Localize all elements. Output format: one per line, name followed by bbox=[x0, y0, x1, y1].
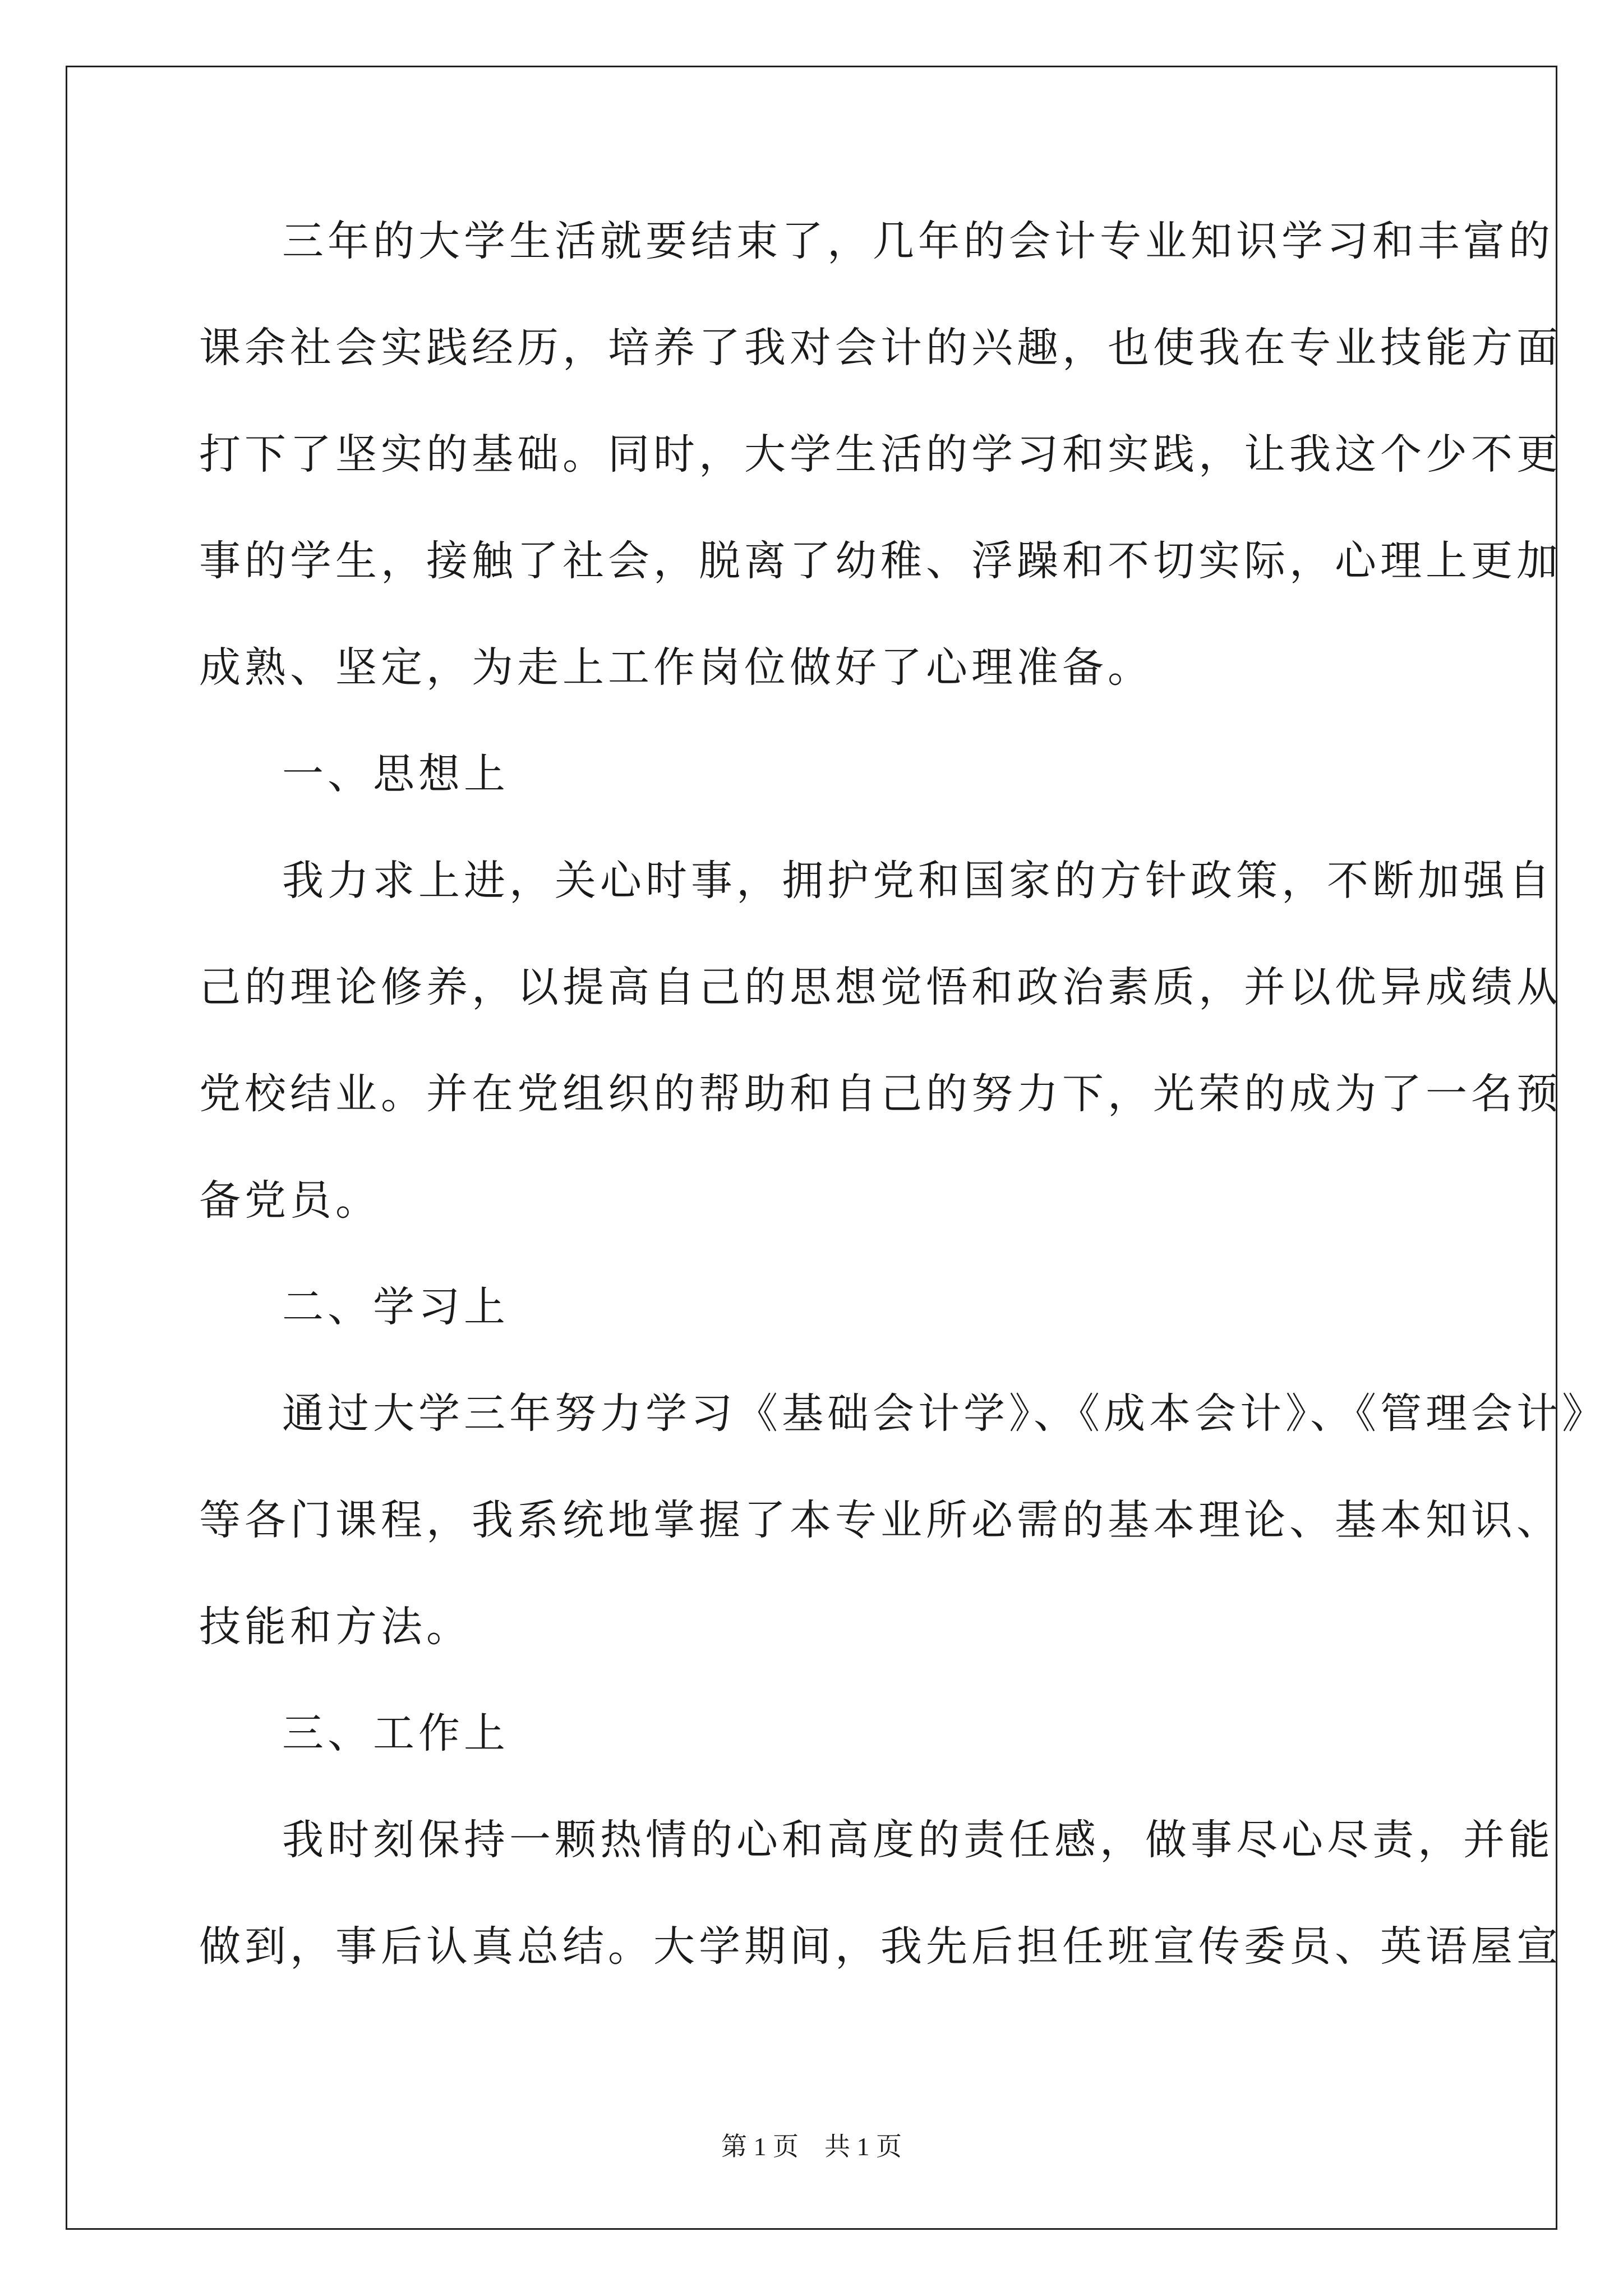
paragraph-study-line-3: 技能和方法。 bbox=[199, 1603, 472, 1651]
section-heading-study: 二、学习上 bbox=[282, 1283, 509, 1331]
page-number-footer: 第 1 页 共 1 页 bbox=[721, 2132, 902, 2161]
page-border bbox=[66, 66, 1557, 2230]
paragraph-work-line-2: 做到，事后认真总结。大学期间，我先后担任班宣传委员、英语屋宣 bbox=[199, 1922, 1562, 1971]
paragraph-intro-line-1: 三年的大学生活就要结束了，几年的会计专业知识学习和丰富的 bbox=[282, 217, 1554, 265]
paragraph-intro-line-5: 成熟、坚定，为走上工作岗位做好了心理准备。 bbox=[199, 643, 1153, 692]
paragraph-thought-line-2: 己的理论修养，以提高自己的思想觉悟和政治素质，并以优异成绩从 bbox=[199, 963, 1562, 1011]
section-heading-thought: 一、思想上 bbox=[282, 750, 509, 798]
paragraph-intro-line-3: 打下了坚实的基础。同时，大学生活的学习和实践，让我这个少不更 bbox=[199, 430, 1562, 478]
paragraph-intro-line-4: 事的学生，接触了社会，脱离了幼稚、浮躁和不切实际，心理上更加 bbox=[199, 537, 1562, 585]
paragraph-thought-line-4: 备党员。 bbox=[199, 1176, 381, 1225]
paragraph-thought-line-3: 党校结业。并在党组织的帮助和自己的努力下，光荣的成为了一名预 bbox=[199, 1070, 1562, 1118]
paragraph-study-line-1: 通过大学三年努力学习《基础会计学》、《成本会计》、《管理会计》 bbox=[282, 1389, 1607, 1438]
paragraph-intro-line-2: 课余社会实践经历，培养了我对会计的兴趣，也使我在专业技能方面 bbox=[199, 324, 1562, 372]
section-heading-work: 三、工作上 bbox=[282, 1709, 509, 1757]
paragraph-thought-line-1: 我力求上进，关心时事，拥护党和国家的方针政策，不断加强自 bbox=[282, 857, 1554, 905]
paragraph-study-line-2: 等各门课程，我系统地掌握了本专业所必需的基本理论、基本知识、 bbox=[199, 1496, 1562, 1544]
paragraph-work-line-1: 我时刻保持一颗热情的心和高度的责任感，做事尽心尽责，并能 bbox=[282, 1816, 1554, 1864]
